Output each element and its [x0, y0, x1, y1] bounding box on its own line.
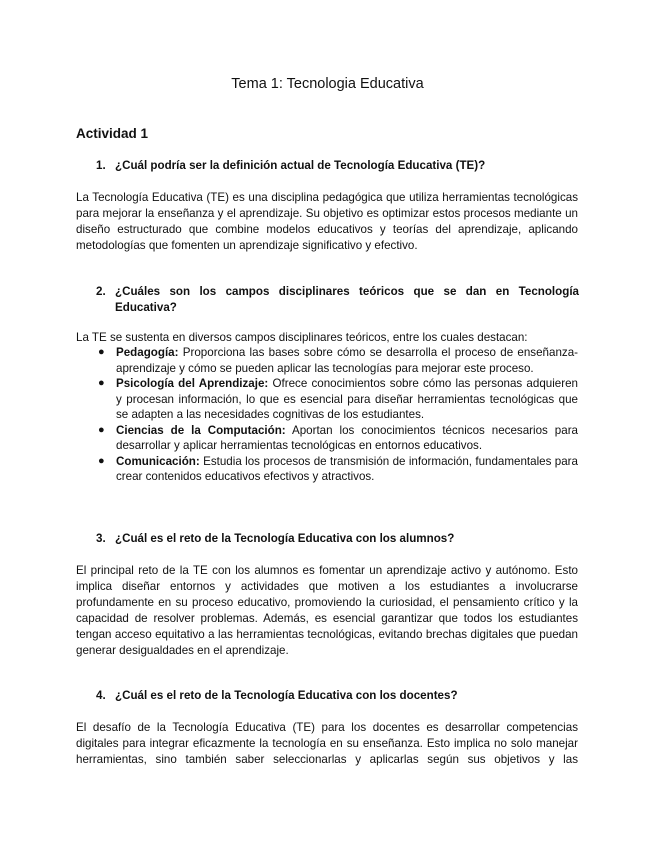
- bullet-icon: ●: [98, 454, 105, 467]
- answer-4: El desafío de la Tecnología Educativa (TE) para los docentes es desarrollar competencias digitales para integrar eficazmente la tecnología en su enseñanza. Esto implica no solo manejar herramientas, sino también saber seleccionarlas y aplicarlas según sus objetivos y las: [76, 721, 578, 766]
- question-number: 4.: [96, 689, 106, 702]
- question-text: ¿Cuál es el reto de la Tecnología Educativa con los docentes?: [115, 689, 458, 702]
- list-item-term: Pedagogía:: [116, 346, 179, 359]
- bullet-icon: ●: [98, 377, 105, 389]
- document-title: Tema 1: Tecnologia Educativa: [231, 76, 424, 92]
- list-item-text: Estudia los procesos de transmisión de información, fundamentales para crear contenidos educativos efectivos y atractivos.: [116, 454, 578, 483]
- question-text: ¿Cuál podría ser la definición actual de Tecnología Educativa (TE)?: [115, 159, 486, 172]
- bullet-icon: ●: [98, 423, 105, 436]
- activity-heading: Actividad 1: [76, 126, 149, 141]
- question-text: ¿Cuáles son los campos disciplinares teóricos que se dan en Tecnología Educativa?: [115, 285, 579, 314]
- disciplines-list: [76, 345, 578, 485]
- question-number: 1.: [96, 159, 106, 172]
- list-item: [76, 454, 578, 485]
- answer-3: El principal reto de la TE con los alumnos es fomentar un aprendizaje activo y autónomo. Esto implica diseñar entornos y actividades que motiven a los estudiantes a involucrarse profundamente en su proceso educativo, promoviendo la curiosidad, el pensamiento crítico y la capacidad de resolver problemas. Además, es esencial garantizar que todos los estudiantes tengan acceso equitativo a las herramientas tecnológicas, evitando brechas digitales que puedan generar desigualdades en el aprendizaje.: [76, 564, 578, 657]
- question-number: 2.: [96, 285, 106, 298]
- question-1: [96, 158, 579, 174]
- answer-1: La Tecnología Educativa (TE) es una disciplina pedagógica que utiliza herramientas tecnológicas para mejorar la enseñanza y el aprendizaje. Su objetivo es optimizar estos procesos mediante un diseño estructurado que combine modelos educativos y teorías del aprendizaje, aplicando metodologías que fomenten un aprendizaje significativo y efectivo.: [76, 191, 578, 252]
- question-4: [96, 688, 579, 704]
- list-item: [76, 376, 578, 423]
- list-item-term: Psicología del Aprendizaje:: [116, 377, 269, 390]
- list-item: [76, 423, 578, 454]
- question-text: ¿Cuál es el reto de la Tecnología Educativa con los alumnos?: [115, 532, 455, 545]
- bullet-icon: ●: [98, 346, 105, 358]
- list-item: [76, 345, 578, 376]
- list-item-term: Comunicación:: [116, 454, 200, 468]
- list-item-text: Proporciona las bases sobre cómo se desarrolla el proceso de enseñanza-aprendizaje y cómo se pueden aplicar las tecnologías para mejorar este proceso.: [116, 346, 578, 375]
- question-3: [96, 531, 579, 547]
- list-item-text: Aportan los conocimientos técnicos necesarios para desarrollar y aplicar herramientas tecnológicas en entornos educativos.: [116, 423, 579, 452]
- question-number: 3.: [96, 532, 106, 545]
- question-2: [96, 284, 579, 316]
- answer-2-intro: La TE se sustenta en diversos campos disciplinares teóricos, entre los cuales destacan:: [76, 331, 528, 344]
- list-item-text: Ofrece conocimientos sobre cómo las personas adquieren y procesan información, lo que es esencial para diseñar herramientas tecnológicas que se adapten a las necesidades cognitivas de los estudiantes.: [116, 377, 578, 421]
- list-item-term: Ciencias de la Computación:: [116, 423, 286, 437]
